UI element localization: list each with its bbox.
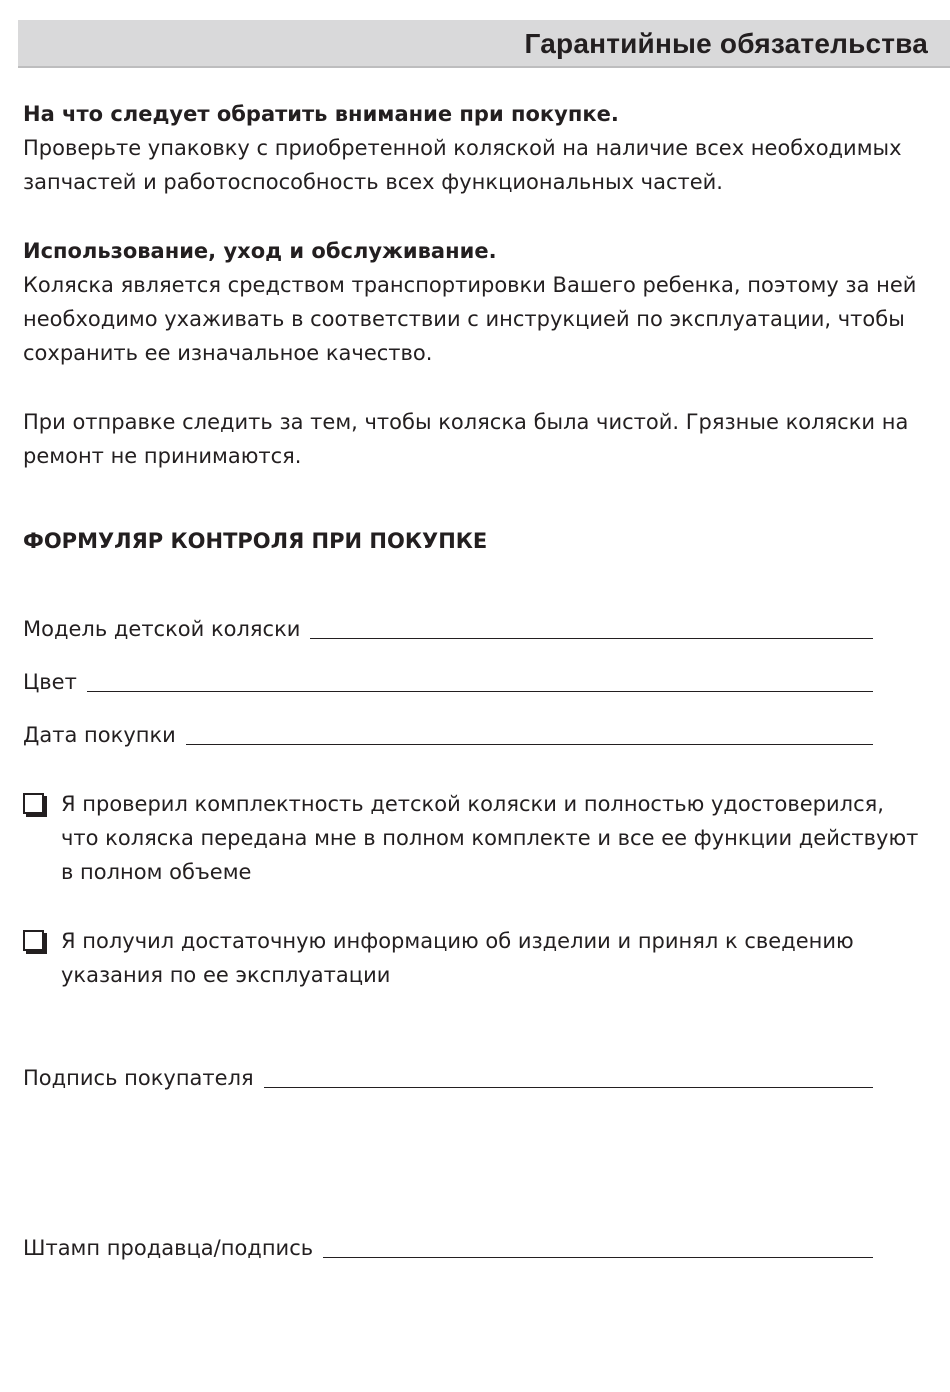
color-field-label: Цвет — [23, 670, 77, 694]
color-field-line[interactable] — [87, 691, 873, 692]
buyer-signature-line[interactable] — [264, 1087, 873, 1088]
buyer-signature-row — [23, 1061, 873, 1095]
color-field-row — [23, 665, 873, 699]
shipping-note: При отправке следить за тем, чтобы коляска была чистой. Грязные коляски на ремонт не принимаются. — [23, 410, 909, 468]
form-title: ФОРМУЛЯР КОНТРОЛЯ ПРИ ПОКУПКЕ — [23, 529, 488, 553]
page-title: Гарантийные обязательства — [524, 28, 928, 59]
date-field-label: Дата покупки — [23, 723, 176, 747]
model-field-row — [23, 612, 873, 646]
purchase-body: Проверьте упаковку с приобретенной коляской на наличие всех необходимых запчастей и работоспособность всех функциональных частей. — [23, 136, 902, 194]
seller-stamp-row — [23, 1231, 873, 1265]
model-field-line[interactable] — [310, 638, 873, 639]
information-check-text: Я получил достаточную информацию об изделии и принял к сведению указания по ее эксплуатации — [61, 929, 854, 987]
date-field-line[interactable] — [186, 744, 873, 745]
completeness-checkbox[interactable] — [23, 793, 44, 814]
seller-stamp-label: Штамп продавца/подпись — [23, 1236, 314, 1260]
seller-stamp-line[interactable] — [323, 1257, 873, 1258]
purchase-heading: На что следует обратить внимание при покупке. — [23, 102, 619, 126]
completeness-check-text: Я проверил комплектность детской коляски и полностью удостоверился, что коляска передана мне в полном комплекте и все ее функции действуют в полном объеме — [61, 792, 919, 884]
buyer-signature-label: Подпись покупателя — [23, 1066, 254, 1090]
header-bar — [18, 20, 950, 68]
model-field-label: Модель детской коляски — [23, 617, 301, 641]
care-heading: Использование, уход и обслуживание. — [23, 239, 497, 263]
information-checkbox[interactable] — [23, 930, 44, 951]
date-field-row — [23, 718, 873, 752]
care-body: Коляска является средством транспортировки Вашего ребенка, поэтому за ней необходимо ухаживать в соответствии с инструкцией по эксплуатации, чтобы сохранить ее изначальное качество. — [23, 273, 917, 365]
